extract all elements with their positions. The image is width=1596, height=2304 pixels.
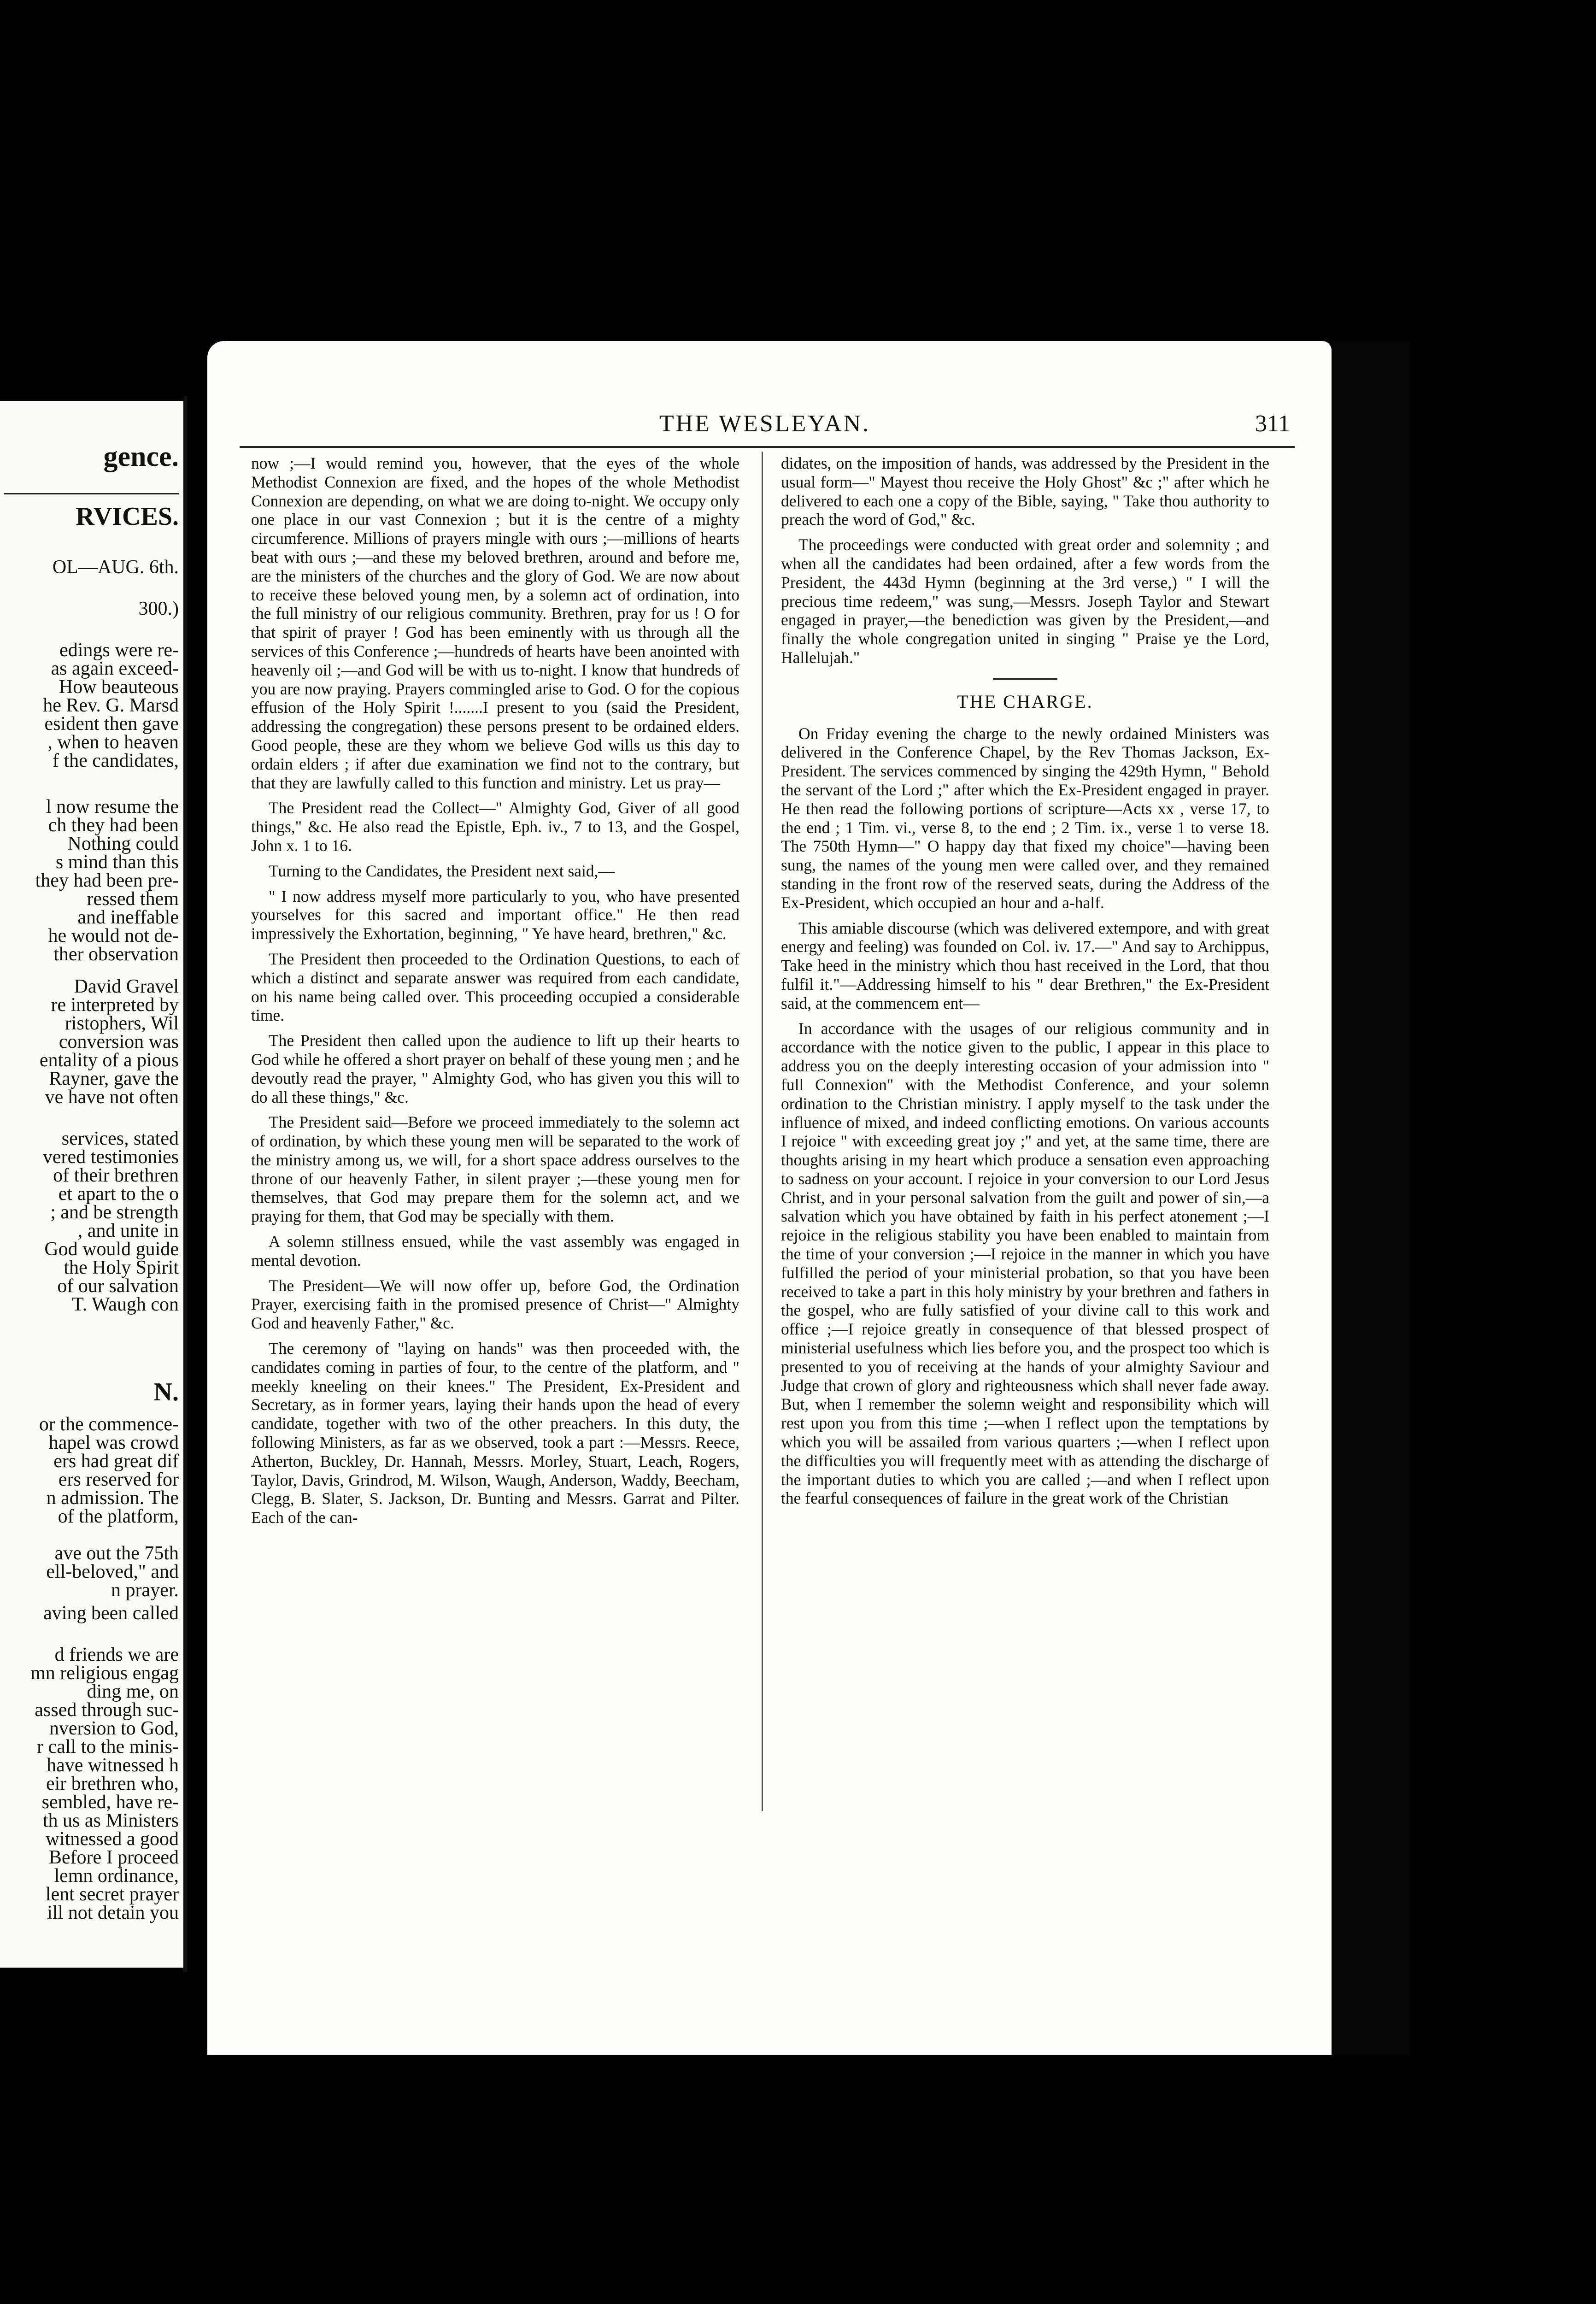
adjacent-page-line: of their brethren (53, 1165, 179, 1186)
adjacent-page-line: ristophers, Wil (65, 1013, 179, 1034)
paragraph: " I now address myself more particularly to you, who have presented yourselves for this sacred and important office." He then read impressively the Exhortation, beginning, " Ye have heard, brethren," &c. (251, 887, 739, 943)
section-rule (993, 678, 1057, 680)
adjacent-page-line: witnessed a good (45, 1828, 179, 1850)
adjacent-page-line: God would guide (44, 1239, 179, 1260)
adjacent-page-line: Rayner, gave the (49, 1068, 179, 1089)
adjacent-page-line: Nothing could (67, 833, 179, 854)
adjacent-page-line: ve have not often (45, 1087, 179, 1108)
paragraph: The ceremony of "laying on hands" was then proceeded with, the candidates coming in parties of four, to the centre of the platform, and " meekly kneeling on their knees." The President, Ex-President and Secretary, as in former years, laying their hands upon the head of every candidate, together with two of the other preachers. In this duty, the following Ministers, as far as we observed, took a part :—Messrs. Reece, Atherton, Buckley, Dr. Hannah, Messrs. Morley, Stuart, Leach, Rogers, Taylor, Davis, Grindrod, M. Wilson, Waugh, Anderson, Waddy, Beecham, Clegg, B. Slater, S. Jackson, Dr. Bunting and Messrs. Garrat and Pilter. Each of the can- (251, 1339, 739, 1527)
header-rule (240, 446, 1295, 448)
gutter-rule (183, 396, 187, 1972)
adjacent-page-line: aving been called (43, 1603, 179, 1624)
adjacent-page-line: hapel was crowd (48, 1432, 179, 1453)
adjacent-page-line: ave out the 75th (54, 1543, 179, 1564)
adjacent-page-line: r call to the minis- (37, 1736, 179, 1757)
column-right (781, 454, 1269, 1514)
paragraph: On Friday evening the charge to the newly ordained Ministers was delivered in the Conference Chapel, by the Rev Thomas Jackson, Ex-President. The services commenced by singing the 429th Hymn, " Behold the servant of the Lord ;" after which the Ex-President engaged in prayer. He then read the following portions of scripture—Acts xx , verse 17, to the end ; 1 Tim. vi., verse 8, to the end ; 2 Tim. ix., verse 1 to verse 18. The 750th Hymn—" O happy day that fixed my choice"—having been sung, the names of the young men were called over, and they remained standing in the front row of the reserved seats, during the Address of the Ex-President, which occupied an hour and a-half. (781, 724, 1269, 912)
adjacent-page-line: lemn ordinance, (54, 1865, 179, 1887)
paragraph: The President read the Collect—" Almighty God, Giver of all good things," &c. He also read the Epistle, Eph. iv., 7 to 13, and the Gospel, John x. 1 to 16. (251, 799, 739, 855)
adjacent-page-line: mn religious engag (30, 1663, 179, 1684)
adjacent-page-line: ; and be strength (50, 1202, 179, 1223)
adjacent-page-line: esident then gave (44, 713, 179, 735)
adjacent-page-line: ell-beloved," and (46, 1561, 179, 1582)
adjacent-page-line: or the commence- (39, 1414, 179, 1435)
adjacent-page-line: f the candidates, (52, 750, 179, 771)
adjacent-page-line: ers had great dif (53, 1451, 179, 1472)
adjacent-page-line: How beauteous (59, 676, 179, 698)
adjacent-page-line: entality of a pious (39, 1050, 179, 1071)
paragraph: The President said—Before we proceed immediately to the solemn act of ordination, by which these young men will be separated to the work of the ministry among us, we will, for a short space address ourselves to the throne of our heavenly Father, in silent prayer ;—these young men for themselves, that God may prepare them for the solemn act, and we praying for them, that God may be specially with them. (251, 1113, 739, 1226)
adjacent-page-line: David Gravel (74, 976, 179, 997)
paragraph: now ;—I would remind you, however, that the eyes of the whole Methodist Connexion are fixed, and the hopes of the whole Methodist Connexion are depending, on what we are doing to-night. We occupy only one place in our vast Connexion ; but it is the centre of a mighty circumference. Millions of prayers mingle with ours ;—millions of hearts beat with ours ;—and these my beloved brethren, around and before me, are the ministers of the churches and the glory of God. We are now about to receive these beloved young men, by a solemn act of ordination, into the full ministry of our religious community. Brethren, pray for us ! O for that spirit of prayer ! God has been eminently with us through all the services of this Conference ;—hundreds of hearts have been anointed with heavenly oil ;—and God will be with us to-night. I know that hundreds of you are now praying. Prayers commingled arise to God. O for the copious effusion of the Holy Spirit !.......I present to you (said the President, addressing the congregation) these persons present to be ordained elders. Good people, these are they whom we believe God wills us this day to ordain elders ; if after due examination we find not to the contrary, but that they are lawfully called to this function and ministry. Let us pray— (251, 454, 739, 792)
paragraph: A solemn stillness ensued, while the vast assembly was engaged in mental devotion. (251, 1232, 739, 1270)
adjacent-page-line: he would not de- (48, 925, 179, 946)
adjacent-page-line: of our salvation (57, 1275, 179, 1297)
page-number: 311 (1255, 411, 1290, 437)
page-header (230, 410, 1299, 442)
paragraph: The proceedings were conducted with great order and solemnity ; and when all the candidates had been ordained, after a few words from the President, the 443d Hymn (beginning at the 3rd verse,) " I will the precious time redeem," was sung,—Messrs. Joseph Taylor and Stewart engaged in prayer,—the benediction was given by the President,—and finally the whole congregation united in singing " Praise ye the Lord, Hallelujah." (781, 535, 1269, 667)
adjacent-page-line: ding me, on (87, 1681, 179, 1702)
adjacent-page-line: nversion to God, (49, 1718, 179, 1739)
column-left (251, 454, 739, 1534)
adjacent-page-line: , and unite in (77, 1220, 179, 1241)
adjacent-page-line: ill not detain you (47, 1902, 179, 1923)
column-divider (762, 452, 763, 1811)
adjacent-page-line: 300.) (138, 598, 179, 619)
adjacent-page-line: gence. (103, 441, 179, 472)
adjacent-page-line: RVICES. (76, 502, 179, 531)
paragraph: Turning to the Candidates, the President next said,— (269, 861, 615, 880)
adjacent-page-line: ressed them (87, 888, 179, 910)
adjacent-page-line: OL—AUG. 6th. (52, 557, 179, 578)
adjacent-page-line: as again exceed- (51, 658, 179, 679)
adjacent-page-line: conversion was (59, 1031, 179, 1052)
adjacent-page-fragment (0, 401, 184, 1968)
adjacent-page-rule (4, 493, 179, 494)
adjacent-page-line: edings were re- (59, 640, 179, 661)
paragraph: This amiable discourse (which was delivered extempore, and with great energy and feeling) was founded on Col. iv. 17.—" And say to Archippus, Take heed in the ministry which thou hast received in the Lord, that thou fulfil it."—Addressing himself to his " dear Brethren," the Ex-President said, at the commencem ent— (781, 918, 1269, 1012)
adjacent-page-line: the Holy Spirit (64, 1257, 179, 1278)
adjacent-page-line: and ineffable (77, 907, 179, 928)
adjacent-page-line: N. (153, 1378, 179, 1406)
adjacent-page-line: ther observation (53, 944, 179, 965)
adjacent-page-line: s mind than this (55, 852, 179, 873)
paragraph: The President then called upon the audience to lift up their hearts to God while he offered a short prayer on behalf of these young men ; and he devoutly read the prayer, " Almighty God, who has given you this will to do all these things," &c. (251, 1031, 739, 1106)
adjacent-page-line: n admission. The (46, 1487, 179, 1509)
adjacent-page-line: l now resume the (46, 796, 179, 817)
adjacent-page-line: ch they had been (48, 815, 179, 836)
paragraph: The President then proceeded to the Ordination Questions, to each of which a distinct and separate answer was required from each candidate, on his name being called over. This proceeding occupied a considerable time. (251, 949, 739, 1025)
adjacent-page-line: vered testimonies (42, 1146, 179, 1168)
adjacent-page-line: they had been pre- (35, 870, 179, 891)
section-heading: THE CHARGE. (957, 691, 1093, 712)
adjacent-page-line: th us as Ministers (42, 1810, 179, 1831)
paragraph: In accordance with the usages of our religious community and in accordance with the notice given to the public, I appear in this place to address you on the deeply interesting occasion of your admission into " full Connexion" with the Methodist Conference, and your solemn ordination to the Christian ministry. I apply myself to the task under the influence of mixed, and indeed conflicting emotions. On various accounts I rejoice " with exceeding great joy ;" and yet, at the same time, there are thoughts arising in my heart which produce a sensation even approaching to sadness on your account. I rejoice in your conversion to our Lord Jesus Christ, and in your personal salvation from the guilt and power of sin,—a salvation which you have obtained by faith in his perfect atonement ;—I rejoice in the religious stability you have been enabled to maintain from the time of your conversion ;—I rejoice in the manner in which you have fulfilled the period of your ministerial probation, so that you have been received to take a part in this holy ministry by your brethren and fathers in the gospel, who are fully satisfied of your divine call to this work and office ;—I rejoice greatly in consequence of that blessed prospect of ministerial usefulness which lies before you, and the prospect too which is presented to you of receiving at the hands of your almighty Saviour and Judge that crown of glory and righteousness which shall never fade away. But, when I remember the solemn weight and responsibility which will rest upon you from this time ;—when I reflect upon the temptations by which you will be assailed from various quarters ;—when I reflect upon the difficulties you will frequently meet with as attending the discharge of the important duties to which you are called ;—and when I reflect upon the fearful consequences of failure in the great work of the Christian (781, 1019, 1269, 1508)
paragraph: The President—We will now offer up, before God, the Ordination Prayer, exercising faith in the promised presence of Christ—" Almighty God and heavenly Father," &c. (251, 1276, 739, 1333)
adjacent-page-line: et apart to the o (58, 1183, 179, 1205)
adjacent-page-line: n prayer. (111, 1580, 179, 1601)
adjacent-page-line: he Rev. G. Marsd (43, 695, 179, 716)
adjacent-page-line: eir brethren who, (46, 1773, 179, 1794)
adjacent-page-line: lent secret prayer (45, 1884, 179, 1905)
adjacent-page-line: d friends we are (54, 1644, 179, 1665)
adjacent-page-line: ers reserved for (58, 1469, 179, 1490)
adjacent-page-line: assed through suc- (35, 1699, 179, 1721)
running-title: THE WESLEYAN. (659, 411, 871, 437)
adjacent-page-line: T. Waugh con (72, 1294, 179, 1315)
adjacent-page-line: re interpreted by (51, 994, 179, 1016)
adjacent-page-line: sembled, have re- (41, 1792, 179, 1813)
scan-edge (1332, 341, 1410, 2055)
page (207, 341, 1332, 2055)
adjacent-page-line: of the platform, (58, 1506, 179, 1527)
paragraph: didates, on the imposition of hands, was addressed by the President in the usual form—" Mayest thou receive the Holy Ghost" &c ;" after which he delivered to each one a copy of the Bible, saying, " Take thou authority to preach the word of God," &c. (781, 454, 1269, 529)
adjacent-page-line: , when to heaven (47, 732, 179, 753)
adjacent-page-line: have witnessed h (47, 1755, 179, 1776)
adjacent-page-line: Before I proceed (48, 1847, 179, 1868)
adjacent-page-line: services, stated (61, 1128, 179, 1149)
